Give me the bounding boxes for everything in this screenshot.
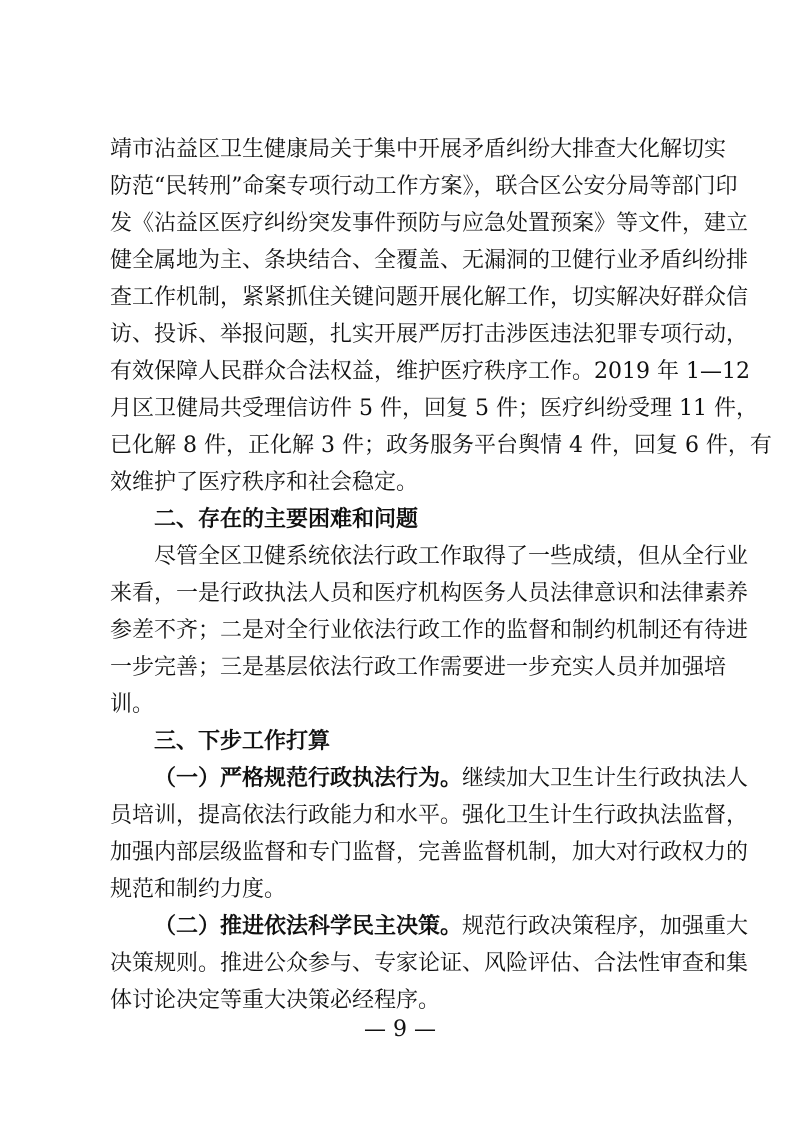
text-line: 员培训，提高依法行政能力和水平。强化卫生计生行政执法监督， bbox=[110, 803, 749, 828]
text-line: 靖市沾益区卫生健康局关于集中开展矛盾纠纷大排查大化解切实 bbox=[110, 137, 727, 162]
text-line: 健全属地为主、条块结合、全覆盖、无漏洞的卫健行业矛盾纠纷排 bbox=[110, 248, 749, 273]
text-line: 尽管全区卫健系统依法行政工作取得了一些成绩，但从全行业 bbox=[154, 544, 749, 569]
text-line: 发《沾益区医疗纠纷突发事件预防与应急处置预案》等文件，建立 bbox=[110, 211, 749, 236]
text-line: 查工作机制，紧紧抓住关键问题开展化解工作，切实解决好群众信 bbox=[110, 285, 749, 310]
section-heading: 三、下步工作打算 bbox=[154, 729, 331, 754]
text-line: 决策规则。推进公众参与、专家论证、风险评估、合法性审查和集 bbox=[110, 951, 749, 976]
page-number: — 9 — bbox=[364, 1017, 436, 1042]
text-line: 月区卫健局共受理信访件 5 件，回复 5 件；医疗纠纷受理 11 件， bbox=[110, 396, 758, 421]
text-line: 加强内部层级监督和专门监督，完善监督机制，加大对行政权力的 bbox=[110, 840, 749, 865]
text-line: 有效保障人民群众合法权益，维护医疗秩序工作。2019 年 1—12 bbox=[110, 359, 750, 384]
item-text: 规范行政决策程序，加强重大 bbox=[462, 914, 749, 939]
item-title: （二）推进依法科学民主决策。 bbox=[154, 914, 463, 939]
text-line: 参差不齐；二是对全行业依法行政工作的监督和制约机制还有待进 bbox=[110, 618, 749, 643]
text-line: 已化解 8 件，正化解 3 件；政务服务平台舆情 4 件，回复 6 件，有 bbox=[110, 433, 772, 458]
text-line: 体讨论决定等重大决策必经程序。 bbox=[110, 988, 441, 1013]
text-line: 一步完善；三是基层依法行政工作需要进一步充实人员并加强培 bbox=[110, 655, 727, 680]
text-line bbox=[110, 909, 749, 945]
section-heading: 二、存在的主要困难和问题 bbox=[154, 507, 419, 532]
text-line: 访、投诉、举报问题，扎实开展严厉打击涉医违法犯罪专项行动， bbox=[110, 322, 749, 347]
text-line: 规范和制约力度。 bbox=[110, 877, 287, 902]
text-line: 效维护了医疗秩序和社会稳定。 bbox=[110, 470, 419, 495]
text-line: 训。 bbox=[110, 692, 155, 717]
text-line: 防范“民转刑”命案专项行动工作方案》，联合区公安分局等部门印 bbox=[110, 174, 738, 199]
text-line bbox=[110, 761, 749, 797]
item-title: （一）严格规范行政执法行为。 bbox=[154, 766, 463, 791]
item-text: 继续加大卫生计生行政执法人 bbox=[462, 766, 749, 791]
text-line: 来看，一是行政执法人员和医疗机构医务人员法律意识和法律素养 bbox=[110, 581, 749, 606]
